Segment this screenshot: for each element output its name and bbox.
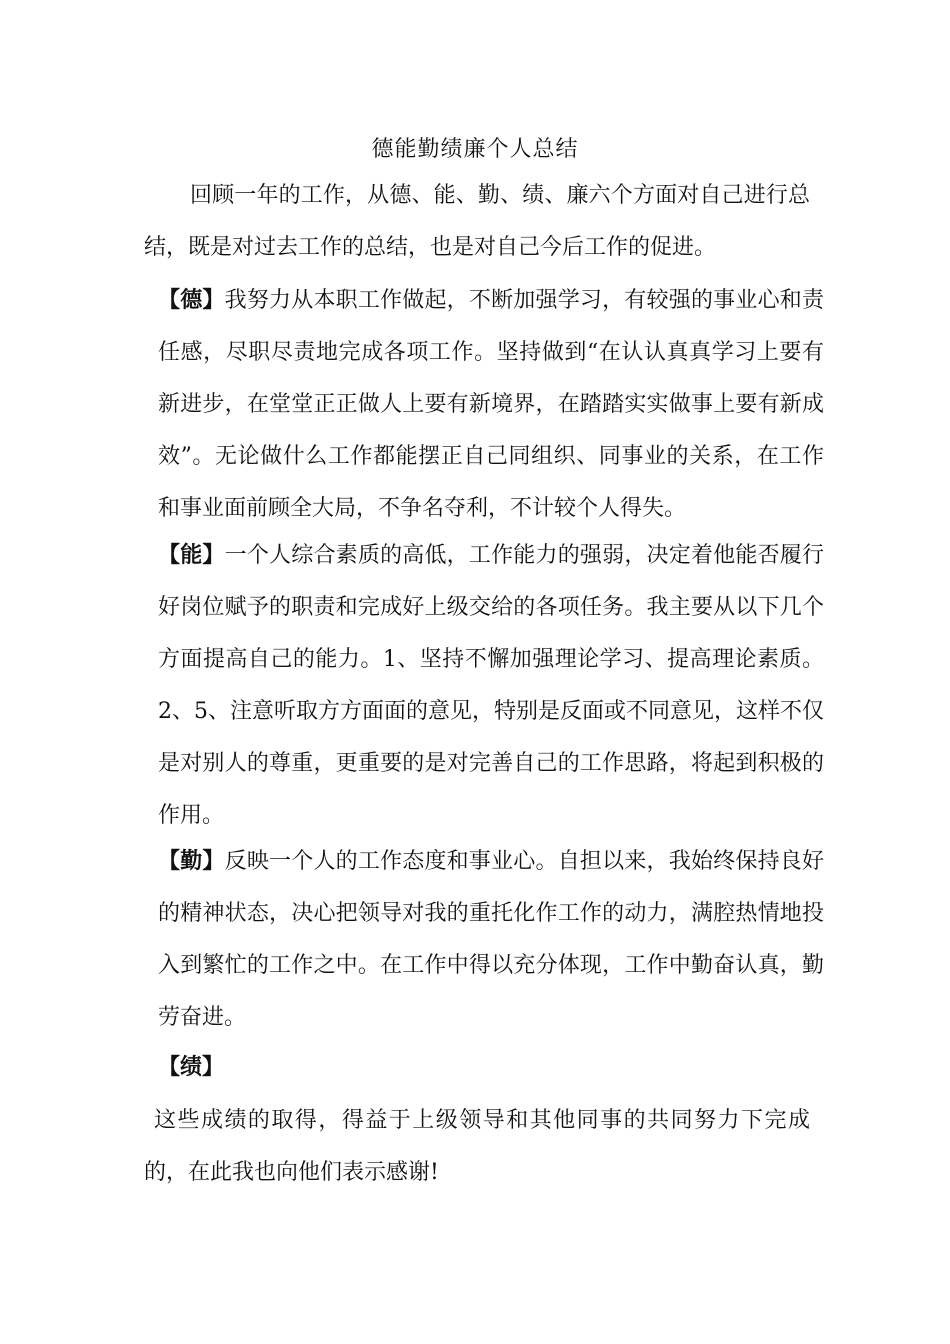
section-de-text: 我努力从本职工作做起，不断加强学习，有较强的事业心和责任感，尽职尽责地完成各项工作。坚持做到“在认认真真学习上要有新进步，在堂堂正正做人上要有新境界，在踏踏实实做事上要有新成效”。无论做什么工作都能摆正自己同组织、同事业的关系，在工作和事业面前顾全大局，不争名夺利，不计较个人得失。 <box>158 288 824 521</box>
section-neng-heading: 【能】 <box>158 542 225 568</box>
intro-paragraph <box>144 170 810 274</box>
section-qin-text: 反映一个人的工作态度和事业心。自担以来，我始终保持良好的精神状态，决心把领导对我的重托化作工作的动力，满腔热情地投入到繁忙的工作之中。在工作中得以充分体现，工作中勤奋认真，勤劳奋进。 <box>158 849 824 1030</box>
section-neng <box>144 529 824 842</box>
section-ji-heading-block <box>144 1041 824 1093</box>
intro-text: 回顾一年的工作，从德、能、勤、绩、廉六个方面对自己进行总结，既是对过去工作的总结，也是对自己今后工作的促进。 <box>144 183 810 260</box>
section-de-paragraph <box>158 274 824 535</box>
section-qin-heading: 【勤】 <box>158 848 225 874</box>
section-ji <box>144 1095 810 1199</box>
section-qin <box>144 835 824 1044</box>
document-title: 德能勤绩廉个人总结 <box>371 137 579 162</box>
section-neng-text: 一个人综合素质的高低，工作能力的强弱，决定着他能否履行好岗位赋予的职责和完成好上级交给的各项任务。我主要从以下几个方面提高自己的能力。1、坚持不懈加强理论学习、提高理论素质。2、5、注意听取方方面面的意见，特别是反面或不同意见，这样不仅是对别人的尊重，更重要的是对完善自己的工作思路，将起到积极的作用。 <box>158 543 824 828</box>
section-neng-paragraph <box>158 529 824 842</box>
section-de-heading: 【德】 <box>158 287 225 313</box>
section-ji-text: 这些成绩的取得，得益于上级领导和其他同事的共同努力下完成的，在此我也向他们表示感谢! <box>144 1108 810 1185</box>
section-qin-paragraph <box>158 835 824 1044</box>
section-ji-heading: 【绩】 <box>158 1054 225 1080</box>
section-de <box>144 274 824 535</box>
